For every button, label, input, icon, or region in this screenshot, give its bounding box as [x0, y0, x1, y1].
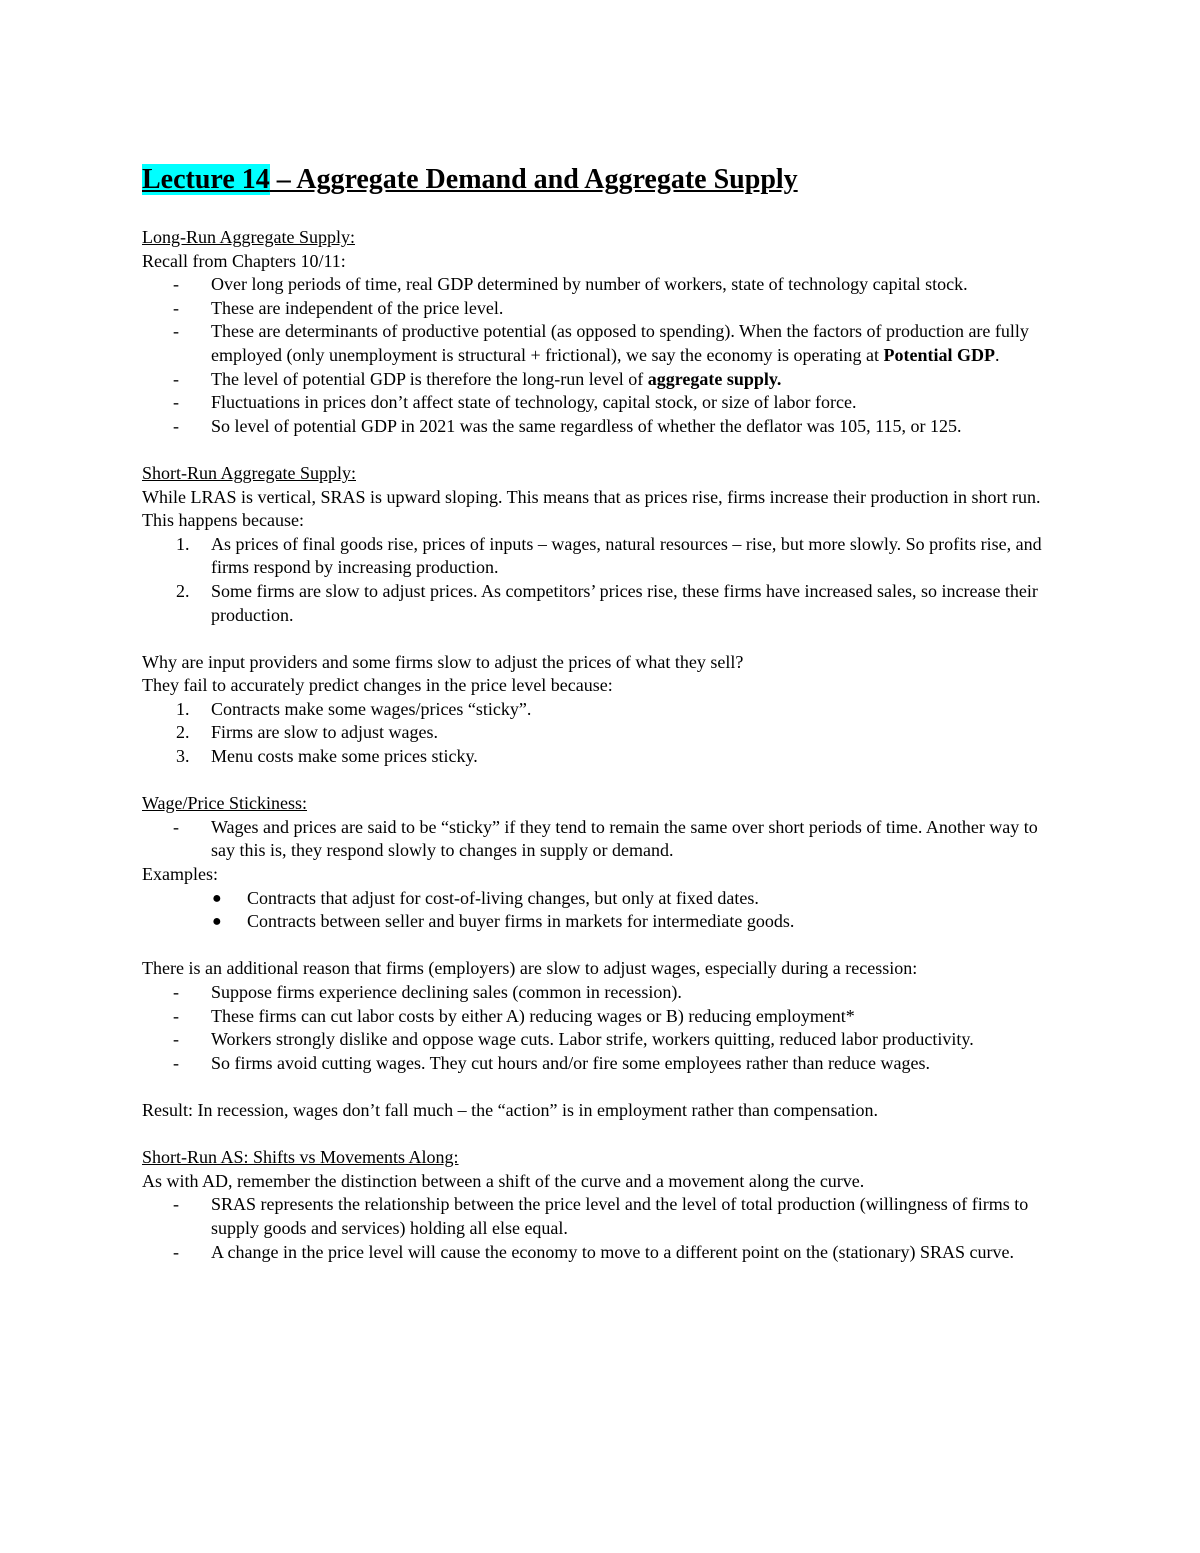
list-item: - A change in the price level will cause the economy to move to a different point on the (stationary) SRAS curve. [142, 1241, 1062, 1265]
shifts-intro: As with AD, remember the distinction between a shift of the curve and a movement along the curve. [142, 1170, 865, 1191]
number-marker: 3. [176, 746, 190, 767]
lras-list [142, 273, 1062, 438]
sras-because: This happens because: [142, 510, 304, 531]
dash-marker: - [173, 415, 179, 436]
dash-marker: - [173, 1005, 179, 1026]
bullet-icon: ● [212, 913, 222, 931]
list-item: - These are independent of the price level. [142, 297, 1062, 321]
sras-heading: Short-Run Aggregate Supply: [142, 462, 356, 483]
examples-list [142, 887, 1062, 934]
recession-list [142, 981, 1062, 1075]
sras-text: While LRAS is vertical, SRAS is upward sloping. This means that as prices rise, firms increase their production in short run. [142, 486, 1041, 507]
list-item: - The level of potential GDP is therefore the long-run level of aggregate supply. [142, 368, 1062, 392]
list-item: - So level of potential GDP in 2021 was the same regardless of whether the deflator was 105, 115, or 125. [142, 415, 1062, 439]
shifts-heading: Short-Run AS: Shifts vs Movements Along: [142, 1147, 459, 1168]
why-answer: They fail to accurately predict changes in the price level because: [142, 675, 613, 696]
list-item: 2. Some firms are slow to adjust prices. As competitors’ prices rise, these firms have increased sales, so increase their production. [176, 580, 1038, 625]
dash-marker: - [173, 1029, 179, 1050]
list-item: - So firms avoid cutting wages. They cut hours and/or fire some employees rather than reduce wages. [142, 1052, 1062, 1076]
title-lecture-label: Lecture 14 [142, 164, 270, 195]
list-item: ● Contracts between seller and buyer firms in markets for intermediate goods. [142, 910, 1062, 934]
why-question: Why are input providers and some firms slow to adjust the prices of what they sell? [142, 651, 744, 672]
dash-marker: - [173, 1194, 179, 1215]
dash-marker: - [173, 274, 179, 295]
shifts-list [142, 1193, 1062, 1264]
dash-marker: - [173, 368, 179, 389]
list-item: 3. Menu costs make some prices sticky. [142, 745, 1062, 769]
dash-marker: - [173, 321, 179, 342]
sticky-heading: Wage/Price Stickiness: [142, 793, 308, 814]
list-item: - These are determinants of productive potential (as opposed to spending). When the factors of production are fully employed (only unemployment is structural + frictional), we say the economy is operating at Potential GDP. [173, 321, 1029, 365]
list-item: - Over long periods of time, real GDP determined by number of workers, state of technology capital stock. [142, 273, 1062, 297]
aggregate-supply-term: aggregate supply. [647, 368, 782, 389]
number-marker: 2. [176, 580, 190, 601]
recession-intro: There is an additional reason that firms (employers) are slow to adjust wages, especially during a recession: [142, 958, 918, 979]
number-marker: 1. [176, 533, 190, 554]
list-item: - These firms can cut labor costs by either A) reducing wages or B) reducing employment* [142, 1005, 1062, 1029]
dash-marker: - [173, 392, 179, 413]
list-item: - Suppose firms experience declining sales (common in recession). [142, 981, 1062, 1005]
list-item: - Wages and prices are said to be “sticky” if they tend to remain the same over short periods of time. Another way to say this is, they respond slowly to changes in supply or demand. [173, 816, 1038, 861]
dash-marker: - [173, 982, 179, 1002]
why-list [142, 698, 1062, 769]
sras-reasons-list [142, 533, 1062, 627]
title-rest: – Aggregate Demand and Aggregate Supply [269, 164, 798, 195]
examples-label: Examples: [142, 864, 218, 885]
bullet-icon: ● [212, 889, 222, 907]
recession-result: Result: In recession, wages don’t fall much – the “action” is in employment rather than compensation. [142, 1099, 878, 1120]
sticky-list [142, 816, 1062, 863]
list-item: - SRAS represents the relationship between the price level and the level of total production (willingness of firms to supply goods and services) holding all else equal. [173, 1194, 1029, 1238]
number-marker: 1. [176, 698, 190, 719]
list-item: 1. As prices of final goods rise, prices of inputs – wages, natural resources – rise, but more slowly. So profits rise, and firms respond by increasing production. [176, 533, 1042, 578]
document-body [142, 226, 1062, 1264]
list-item: 1. Contracts make some wages/prices “sticky”. [142, 698, 1062, 722]
list-item: - Workers strongly dislike and oppose wage cuts. Labor strife, workers quitting, reduced labor productivity. [142, 1028, 1062, 1052]
lras-intro: Recall from Chapters 10/11: [142, 250, 346, 271]
lras-heading: Long-Run Aggregate Supply: [142, 227, 355, 247]
dash-marker: - [173, 297, 179, 318]
dash-marker: - [173, 1052, 179, 1073]
number-marker: 2. [176, 722, 190, 743]
list-item: 2. Firms are slow to adjust wages. [142, 721, 1062, 745]
potential-gdp-term: Potential GDP [883, 344, 995, 365]
dash-marker: - [173, 816, 179, 837]
list-item: - Fluctuations in prices don’t affect state of technology, capital stock, or size of labor force. [142, 391, 1062, 415]
dash-marker: - [173, 1241, 179, 1262]
page-title [142, 164, 798, 196]
list-item: ● Contracts that adjust for cost-of-living changes, but only at fixed dates. [142, 887, 1062, 911]
